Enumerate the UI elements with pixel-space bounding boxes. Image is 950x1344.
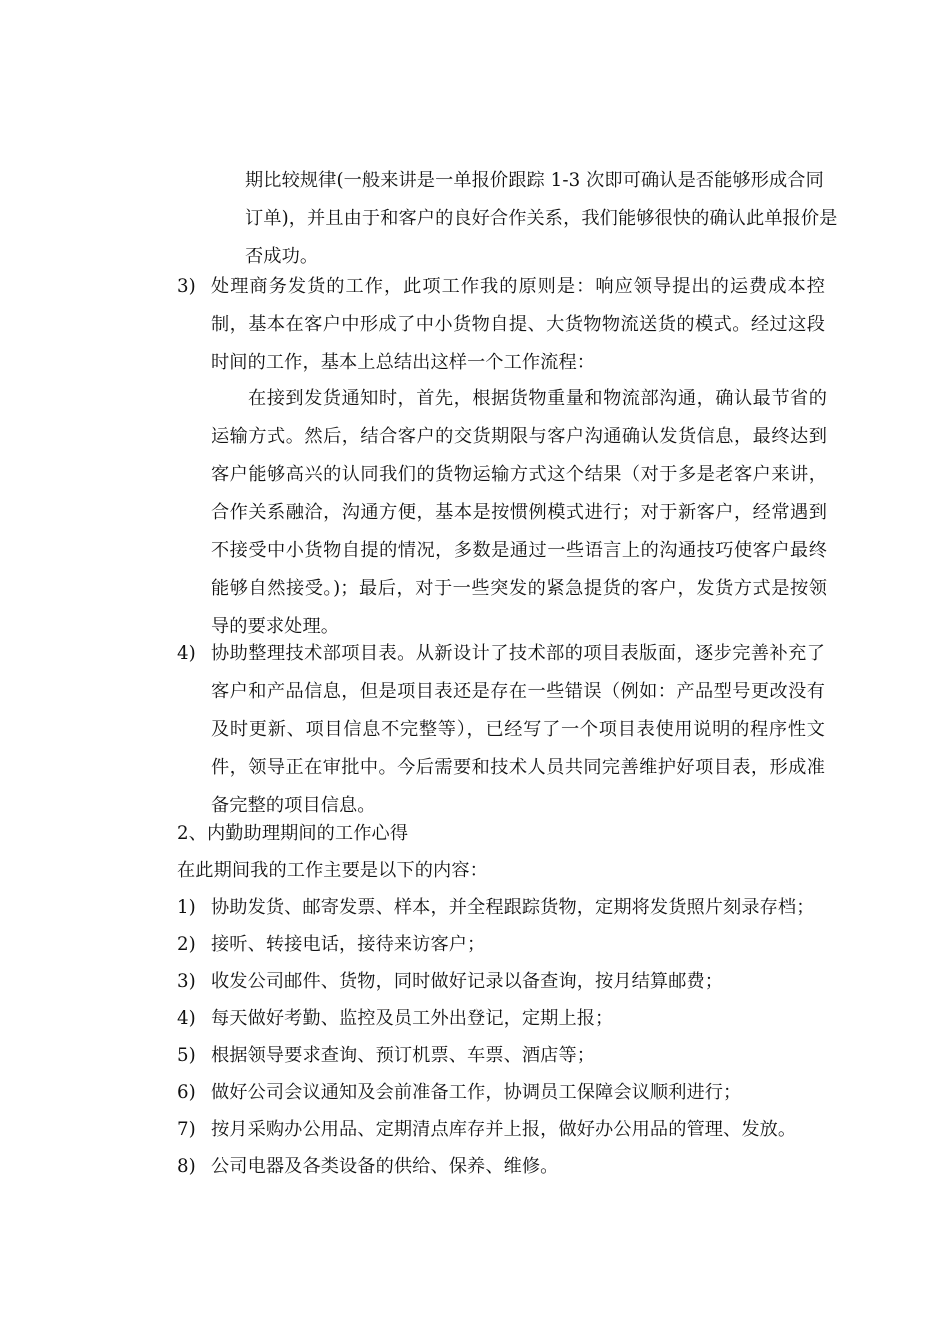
list-item-number: 4) [177, 643, 196, 664]
list-item-number: 8) [177, 1156, 196, 1177]
section-intro: 在此期间我的工作主要是以下的内容： [177, 860, 488, 881]
list-item-text: 接听、转接电话，接待来访客户； [211, 934, 486, 955]
list-item-number: 3) [177, 971, 196, 992]
list-item-text: 处理商务发货的工作，此项工作我的原则是：响应领导提出的运费成本控制，基本在客户中形成了中小货物自提、大货物物流送货的模式。经过这段时间的工作，基本上总结出这样一个工作流程： [211, 276, 825, 373]
list-item-text: 每天做好考勤、监控及员工外出登记，定期上报； [211, 1008, 614, 1029]
list-item-text: 根据领导要求查询、预订机票、车票、酒店等； [211, 1045, 596, 1066]
workflow-text: 在接到发货通知时，首先，根据货物重量和物流部沟通，确认最节省的运输方式。然后，结合客户的交货期限与客户沟通确认发货信息，最终达到客户能够高兴的认同我们的货物运输方式这个结果（对于多是老客户来讲，合作关系融洽，沟通方便，基本是按惯例模式进行；对于新客户，经常遇到不接受中小货物自提的情况，多数是通过一些语言上的沟通技巧使客户最终能够自然接受。)；最后，对于一些突发的紧急提货的客户，发货方式是按领导的要求处理。 [211, 388, 827, 637]
list-item-text: 公司电器及各类设备的供给、保养、维修。 [211, 1156, 559, 1177]
list-item-number: 2) [177, 934, 196, 955]
list-item-number: 3) [177, 276, 196, 297]
list-item-number: 7) [177, 1119, 196, 1140]
list-item-text: 收发公司邮件、货物，同时做好记录以备查询，按月结算邮费； [211, 971, 724, 992]
continuation-text: 期比较规律(一般来讲是一单报价跟踪 1-3 次即可确认是否能够形成合同订单)，并且由于和客户的良好合作关系，我们能够很快的确认此单报价是否成功。 [245, 170, 838, 267]
list-item-number: 6) [177, 1082, 196, 1103]
workflow-paragraph [211, 380, 827, 646]
list-item-text: 协助整理技术部项目表。从新设计了技术部的项目表版面，逐步完善补充了客户和产品信息，但是项目表还是存在一些错误（例如：产品型号更改没有及时更新、项目信息不完整等），已经写了一个项目表使用说明的程序性文件，领导正在审批中。今后需要和技术人员共同完善维护好项目表，形成准备完整的项目信息。 [211, 643, 825, 816]
list-item-text: 按月采购办公用品、定期清点库存并上报，做好办公用品的管理、发放。 [211, 1119, 797, 1140]
continuation-paragraph [245, 162, 840, 276]
section-heading: 2、内勤助理期间的工作心得 [177, 823, 409, 844]
list-item-number: 5) [177, 1045, 196, 1066]
list-item-number: 4) [177, 1008, 196, 1029]
list-item-text: 做好公司会议通知及会前准备工作，协调员工保障会议顺利进行； [211, 1082, 742, 1103]
list-item-text: 协助发货、邮寄发票、样本，并全程跟踪货物，定期将发货照片刻录存档； [211, 897, 815, 918]
list-item-number: 1) [177, 897, 196, 918]
